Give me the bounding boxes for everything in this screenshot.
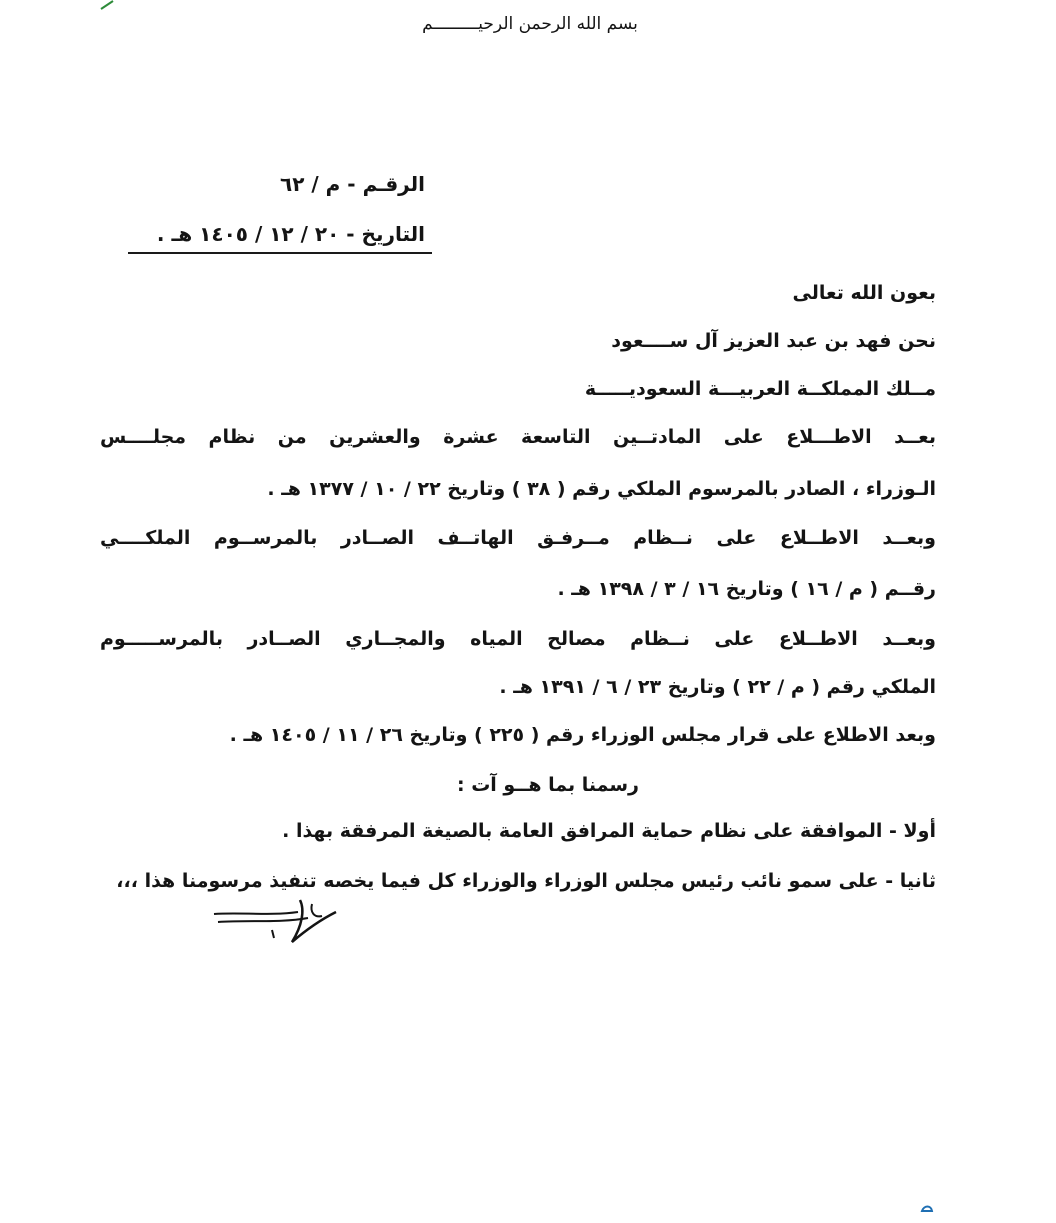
page-mark-icon [920,1202,934,1214]
decree-heading: رسمنا بما هــو آت : [457,774,639,796]
preamble-line-4: رقــم ( م / ١٦ ) وتاريخ ١٦ / ٣ / ١٣٩٨ هـ . [557,578,936,600]
preamble-line-6: الملكي رقم ( م / ٢٢ ) وتاريخ ٢٣ / ٦ / ١٣٩١ هـ . [499,676,936,698]
invocation-line: بعون الله تعالى [792,282,936,304]
corner-mark-icon [100,0,114,10]
bismillah-heading: بسم الله الرحمن الرحيـــــــــم [422,14,638,34]
king-name-line: نحن فهد بن عبد العزيز آل ســــعود [611,330,936,352]
preamble-line-1: بعــد الاطـــلاع على المادتــين التاسعة عشرة والعشرين من نظام مجلــــس [100,426,936,448]
preamble-line-5: وبعــد الاطــلاع على نــظام مصالح المياه والمجــاري الصــادر بالمرســـــوم [100,628,936,650]
decree-item-second: ثانيا - على سمو نائب رئيس مجلس الوزراء والوزراء كل فيما يخصه تنفيذ مرسومنا هذا ،،، [116,870,936,892]
preamble-line-2: الـوزراء ، الصادر بالمرسوم الملكي رقم ( ٣٨ ) وتاريخ ٢٢ / ١٠ / ١٣٧٧ هـ . [267,478,936,500]
date-underline [128,252,432,254]
preamble-line-3: وبعــد الاطــلاع على نــظام مــرفـق الهاتــف الصــادر بالمرســوم الملكــــي [100,527,936,549]
king-title-line: مــلك المملكــة العربيـــة السعوديـــــة [584,378,936,400]
reference-date: التاريخ - ٢٠ / ١٢ / ١٤٠٥ هـ . [156,222,425,246]
decree-item-first: أولا - الموافقة على نظام حماية المرافق العامة بالصيغة المرفقة بهذا . [282,820,936,842]
signature-icon [210,890,350,950]
reference-number: الرقـم - م / ٦٢ [280,172,425,196]
preamble-line-7: وبعد الاطلاع على قرار مجلس الوزراء رقم ( ٢٢٥ ) وتاريخ ٢٦ / ١١ / ١٤٠٥ هـ . [229,724,936,746]
